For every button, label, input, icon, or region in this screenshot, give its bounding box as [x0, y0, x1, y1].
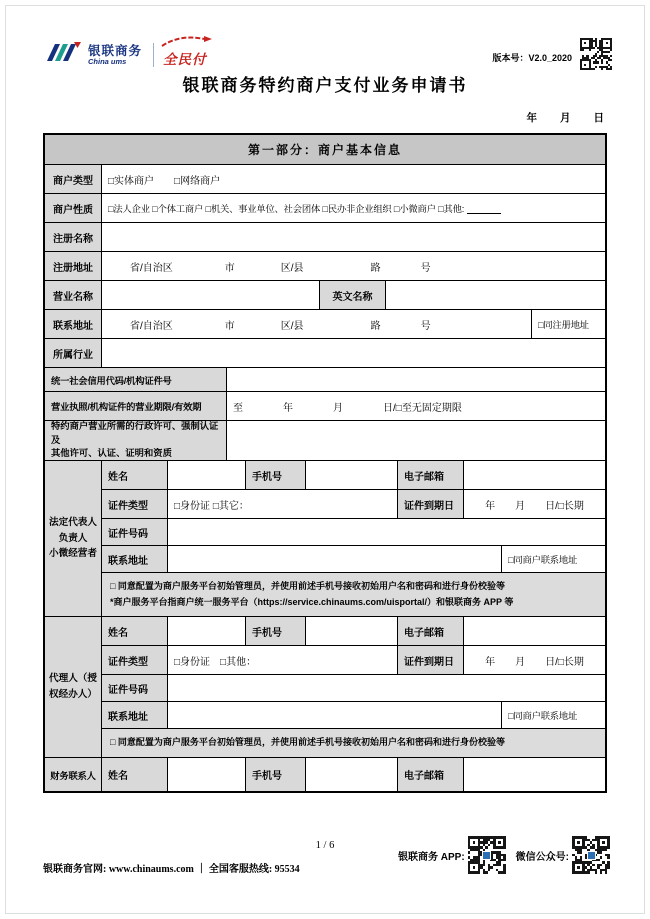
permits-label [45, 421, 227, 460]
chinaums-logo-icon [44, 39, 84, 72]
finance-phone-input[interactable] [306, 758, 398, 791]
legal-rep-line2: 负责人 [58, 532, 88, 544]
legal-rep-name-row [102, 461, 605, 490]
agent-name-row [102, 617, 605, 646]
wechat-qr-code [572, 836, 610, 874]
brand-name-cn: 银联商务 [88, 43, 143, 58]
registered-address-input[interactable] [102, 252, 605, 280]
addr-city: 市 [224, 262, 235, 274]
email-label: 电子邮箱 [398, 758, 464, 791]
finance-contact-label: 财务联系人 [45, 758, 102, 791]
quanminfu-logo [163, 42, 207, 69]
agent-name-input[interactable] [168, 617, 246, 645]
agent-line2: 权经办人） [49, 689, 97, 700]
wechat-qr-center-logo [587, 851, 596, 860]
date-fields[interactable] [504, 110, 605, 125]
version-label: 版本号：V2.0_2020 [492, 53, 572, 63]
email-label: 电子邮箱 [398, 461, 464, 489]
addr-road: 路 [370, 320, 381, 332]
finance-contact-row [45, 758, 605, 791]
section1-header: 第一部分：商户基本信息 [45, 135, 605, 165]
id-expiry-label: 证件到期日 [398, 646, 464, 674]
footer-qr-group [388, 836, 610, 874]
addr-number: 号 [420, 262, 431, 274]
agent-address-row [102, 702, 605, 729]
footer-site-line: 银联商务官网: www.chinaums.com ｜ 全国客服热线: 95534 [43, 864, 300, 875]
legal-rep-address-input[interactable] [168, 546, 502, 572]
agent-email-input[interactable] [464, 617, 605, 645]
legal-rep-idno-row [102, 519, 605, 546]
header-logos [44, 40, 207, 70]
date-day-label[interactable]: 日 [593, 112, 604, 124]
registered-address-label: 注册地址 [45, 252, 102, 280]
addr-province: 省/自治区 [130, 262, 173, 274]
platform-note: *商户服务平台指商户统一服务平台（https://service.chinaums.com/uisportal/）和银联商务 APP 等 [110, 596, 514, 607]
addr-province: 省/自治区 [130, 320, 173, 332]
legal-rep-line1: 法定代表人 [49, 516, 97, 528]
legal-rep-phone-input[interactable] [306, 461, 398, 489]
logo-divider [153, 43, 154, 67]
merchant-nature-options-text[interactable]: □法人企业 □个体工商户 □机关、事业单位、社会团体 □民办非企业组织 □小微商户 □其他: [108, 204, 465, 214]
agent-idno-row [102, 675, 605, 702]
registered-name-row [45, 223, 605, 252]
version-qr-code [580, 38, 612, 70]
legal-rep-block [45, 461, 605, 617]
business-name-label: 营业名称 [45, 281, 102, 309]
phone-label: 手机号 [246, 461, 306, 489]
business-name-input[interactable] [102, 281, 320, 309]
document-title: 银联商务特约商户支付业务申请书 [182, 76, 468, 95]
legal-rep-email-input[interactable] [464, 461, 605, 489]
wechat-qr-label: 微信公众号: [515, 851, 569, 863]
agent-block [45, 617, 605, 758]
legal-rep-address-row [102, 546, 605, 573]
agent-line1: 代理人（授 [49, 673, 97, 685]
merchant-type-options[interactable]: □实体商户 □网络商户 [108, 175, 221, 187]
agent-id-expiry-input[interactable]: 年 月 日/□长期 [485, 656, 584, 668]
agree-admin-checkbox[interactable]: □ 同意配置为商户服务平台初始管理员，并使用前述手机号接收初始用户名和密码和进行身份校验等 [110, 737, 505, 748]
agent-group-label [45, 617, 102, 757]
agent-address-input[interactable] [168, 702, 502, 728]
merchant-nature-options[interactable] [102, 194, 605, 222]
license-term-input[interactable]: 至 年 月 日/□至无固定期限 [233, 402, 462, 414]
industry-input[interactable] [102, 339, 605, 367]
merchant-nature-row [45, 194, 605, 223]
agent-agree-row[interactable] [102, 729, 605, 757]
merchant-type-label: 商户类型 [45, 165, 102, 193]
english-name-input[interactable] [386, 281, 605, 309]
application-form-table [43, 133, 607, 793]
name-label: 姓名 [102, 617, 168, 645]
merchant-nature-label: 商户性质 [45, 194, 102, 222]
contact-address-input[interactable] [102, 310, 532, 338]
contact-address-label: 联系地址 [102, 702, 168, 728]
agent-idtype-row [102, 646, 605, 675]
same-as-merchant-addr-checkbox[interactable]: □同商户联系地址 [508, 555, 578, 565]
swoosh-icon [160, 35, 216, 53]
id-expiry-label: 证件到期日 [398, 490, 464, 518]
product-name: 全民付 [163, 51, 207, 67]
permits-label-line2: 其他许可、认证、证明和资质 [51, 448, 172, 459]
industry-label: 所属行业 [45, 339, 102, 367]
date-month-label[interactable]: 月 [560, 112, 571, 124]
uscc-input[interactable] [227, 368, 605, 391]
app-qr-code [468, 836, 506, 874]
agent-idtype-options[interactable]: □身份证 □其他： [168, 646, 398, 674]
finance-name-input[interactable] [168, 758, 246, 791]
license-term-label: 营业执照/机构证件的营业期限/有效期 [45, 392, 227, 420]
agent-idno-input[interactable] [168, 675, 605, 701]
id-number-label: 证件号码 [102, 675, 168, 701]
same-as-registered-checkbox[interactable]: □同注册地址 [538, 320, 589, 330]
brand-name-en: China ums [88, 57, 127, 66]
legal-rep-line3: 小微经营者 [49, 548, 97, 560]
id-number-label: 证件号码 [102, 519, 168, 545]
app-qr-center-logo [482, 851, 491, 860]
page-number: 1 / 6 [315, 840, 335, 851]
registered-name-label: 注册名称 [45, 223, 102, 251]
business-name-row [45, 281, 605, 310]
uscc-row [45, 368, 605, 392]
phone-label: 手机号 [246, 758, 306, 791]
brand-text [88, 45, 142, 66]
permits-row [45, 421, 605, 461]
permits-label-line1: 特约商户营业所需的行政许可、强制认证及 [51, 420, 219, 445]
addr-district: 区/县 [280, 262, 304, 274]
date-year-label[interactable]: 年 [526, 112, 537, 124]
legal-rep-id-expiry-input[interactable]: 年 月 日/□长期 [485, 500, 584, 512]
name-label: 姓名 [102, 461, 168, 489]
agree-admin-checkbox[interactable]: □ 同意配置为商户服务平台初始管理员，并使用前述手机号接收初始用户名和密码和进行身份校验等 [110, 581, 505, 592]
finance-email-input[interactable] [464, 758, 605, 791]
permits-input[interactable] [227, 421, 605, 460]
addr-road: 路 [370, 262, 381, 274]
contact-address-label: 联系地址 [102, 546, 168, 572]
legal-rep-agree-row[interactable] [102, 573, 605, 616]
id-type-label: 证件类型 [102, 490, 168, 518]
phone-label: 手机号 [246, 617, 306, 645]
agent-phone-input[interactable] [306, 617, 398, 645]
legal-rep-idno-input[interactable] [168, 519, 605, 545]
english-name-label: 英文名称 [320, 281, 386, 309]
addr-district: 区/县 [280, 320, 304, 332]
license-term-row [45, 392, 605, 421]
uscc-label: 统一社会信用代码/机构证件号 [45, 368, 227, 391]
same-as-merchant-addr-checkbox[interactable]: □同商户联系地址 [508, 711, 578, 721]
merchant-type-row [45, 165, 605, 194]
legal-rep-idtype-options[interactable]: □身份证 □其它： [168, 490, 398, 518]
contact-address-label: 联系地址 [45, 310, 102, 338]
app-qr-label: 银联商务 APP: [397, 851, 465, 863]
email-label: 电子邮箱 [398, 617, 464, 645]
addr-city: 市 [224, 320, 235, 332]
industry-row [45, 339, 605, 368]
name-label: 姓名 [102, 758, 168, 791]
registered-address-row [45, 252, 605, 281]
other-blank-line[interactable] [467, 203, 501, 214]
registered-name-input[interactable] [102, 223, 605, 251]
id-type-label: 证件类型 [102, 646, 168, 674]
legal-rep-idtype-row [102, 490, 605, 519]
legal-rep-group-label [45, 461, 102, 616]
legal-rep-name-input[interactable] [168, 461, 246, 489]
addr-number: 号 [420, 320, 431, 332]
contact-address-row [45, 310, 605, 339]
